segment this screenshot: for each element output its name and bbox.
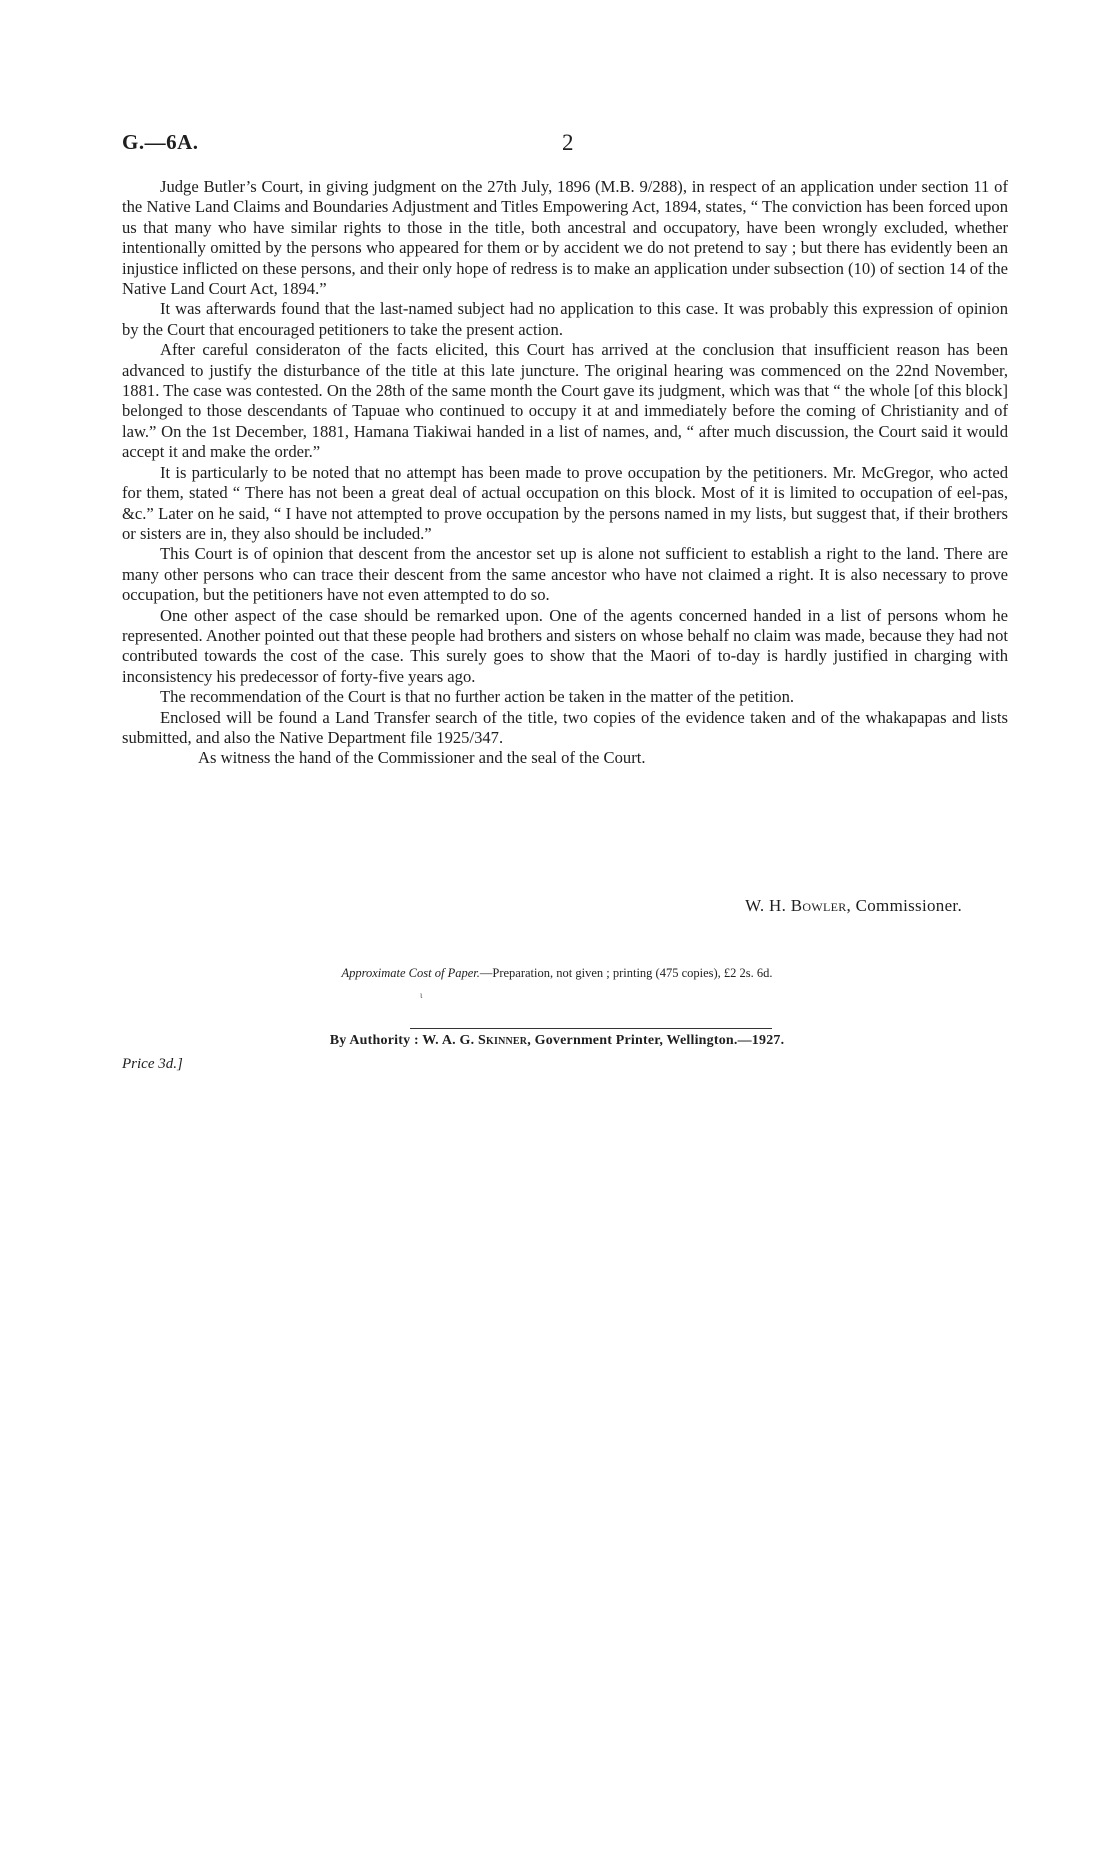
- printer-authority-line: [0, 1033, 1114, 1049]
- signature-initials: W. H.: [745, 896, 787, 915]
- page-header: [122, 130, 1006, 160]
- paragraph-recommendation: The recommendation of the Court is that no further action be taken in the matter of the petition.: [160, 687, 795, 707]
- paragraph-judgment: Judge Butler’s Court, in giving judgment on the 27th July, 1896 (M.B. 9/288), in respect of an application under section 11 of the Native Land Claims and Boundaries Adjustment and Titles Empowering Act, 1894, states, “ The conviction has been forced upon us that many who have similar rights to those in the title, both ancestral and occupatory, have been wrongly excluded, whether intentionally omitted by the persons who appeared for them or by accident we do not pretend to say ; but there has evidently been an injustice inflicted on these persons, and their only hope of redress is to make an application under subsection (10) of section 14 of the Native Land Court Act, 1894.”: [122, 177, 1008, 299]
- paragraph-descent-opinion: This Court is of opinion that descent from the ancestor set up is alone not sufficient to establish a right to the land. There are many other persons who can trace their descent from the same ancestor who have not claimed a right. It is also necessary to prove occupation, but the petitioners have not even attempted to do so.: [122, 544, 1008, 605]
- paragraph-other-aspect: One other aspect of the case should be remarked upon. One of the agents concerned handed in a list of persons whom he represented. Another pointed out that these people had brothers and sisters on whose behalf no claim was made, because they had not contributed towards the cost of the case. This surely goes to show that the Maori of to-day is hardly justified in charging with inconsistency his predecessor of forty-five years ago.: [122, 605, 1008, 686]
- signature-surname: Bowler: [790, 896, 847, 915]
- paragraph-witness: As witness the hand of the Commissioner and the seal of the Court.: [198, 748, 646, 768]
- document-reference: G.—6A.: [122, 130, 199, 154]
- stray-print-mark: ɩ: [420, 990, 423, 1000]
- footer-divider: [410, 1028, 772, 1029]
- paragraph-enclosures: Enclosed will be found a Land Transfer search of the title, two copies of the evidence taken and of the whakapapas and lists submitted, and also the Native Department file 1925/347.: [122, 707, 1008, 747]
- paragraph-occupation: It is particularly to be noted that no attempt has been made to prove occupation by the petitioners. Mr. McGregor, who acted for them, stated “ There has not been a great deal of actual occupation on this block. Most of it is limited to occupation of eel-pas, &c.” Later on he said, “ I have not attempted to prove occupation by the persons named in my lists, but suggest that, if their brothers or sisters are in, they also should be included.”: [122, 462, 1008, 543]
- cost-note-label: Approximate Cost of Paper.: [341, 966, 480, 980]
- paragraph-conclusion: After careful consideraton of the facts elicited, this Court has arrived at the conclusion that insufficient reason has been advanced to justify the disturbance of the title at this late juncture. The original hearing was commenced on the 22nd November, 1881. The case was contested. On the 28th of the same month the Court gave its judgment, which was that “ the whole [of this block] belonged to those descendants of Tapuae who continued to occupy it at and immediately before the coming of Christianity and of law.” On the 1st December, 1881, Hamana Tiakiwai handed in a list of names, and, “ after much discussion, the Court said it would accept it and make the order.”: [122, 340, 1008, 462]
- cost-of-paper-note: [0, 966, 1114, 981]
- commissioner-signature: [745, 896, 962, 916]
- paragraph-last-named-subject: It was afterwards found that the last-named subject had no application to this case. It was probably this expression of opinion by the Court that encouraged petitioners to take the present action.: [122, 299, 1008, 339]
- cost-note-text: —Preparation, not given ; printing (475 copies), £2 2s. 6d.: [479, 966, 773, 980]
- authority-suffix: , Government Printer, Wellington.—1927.: [527, 1033, 785, 1048]
- price-note: Price 3d.]: [122, 1056, 183, 1072]
- page-number: 2: [562, 130, 574, 155]
- body-text: [122, 177, 1008, 769]
- authority-prefix: By Authority : W. A. G.: [329, 1033, 475, 1048]
- printer-name: Skinner: [478, 1033, 528, 1048]
- signature-role: , Commissioner.: [846, 896, 962, 915]
